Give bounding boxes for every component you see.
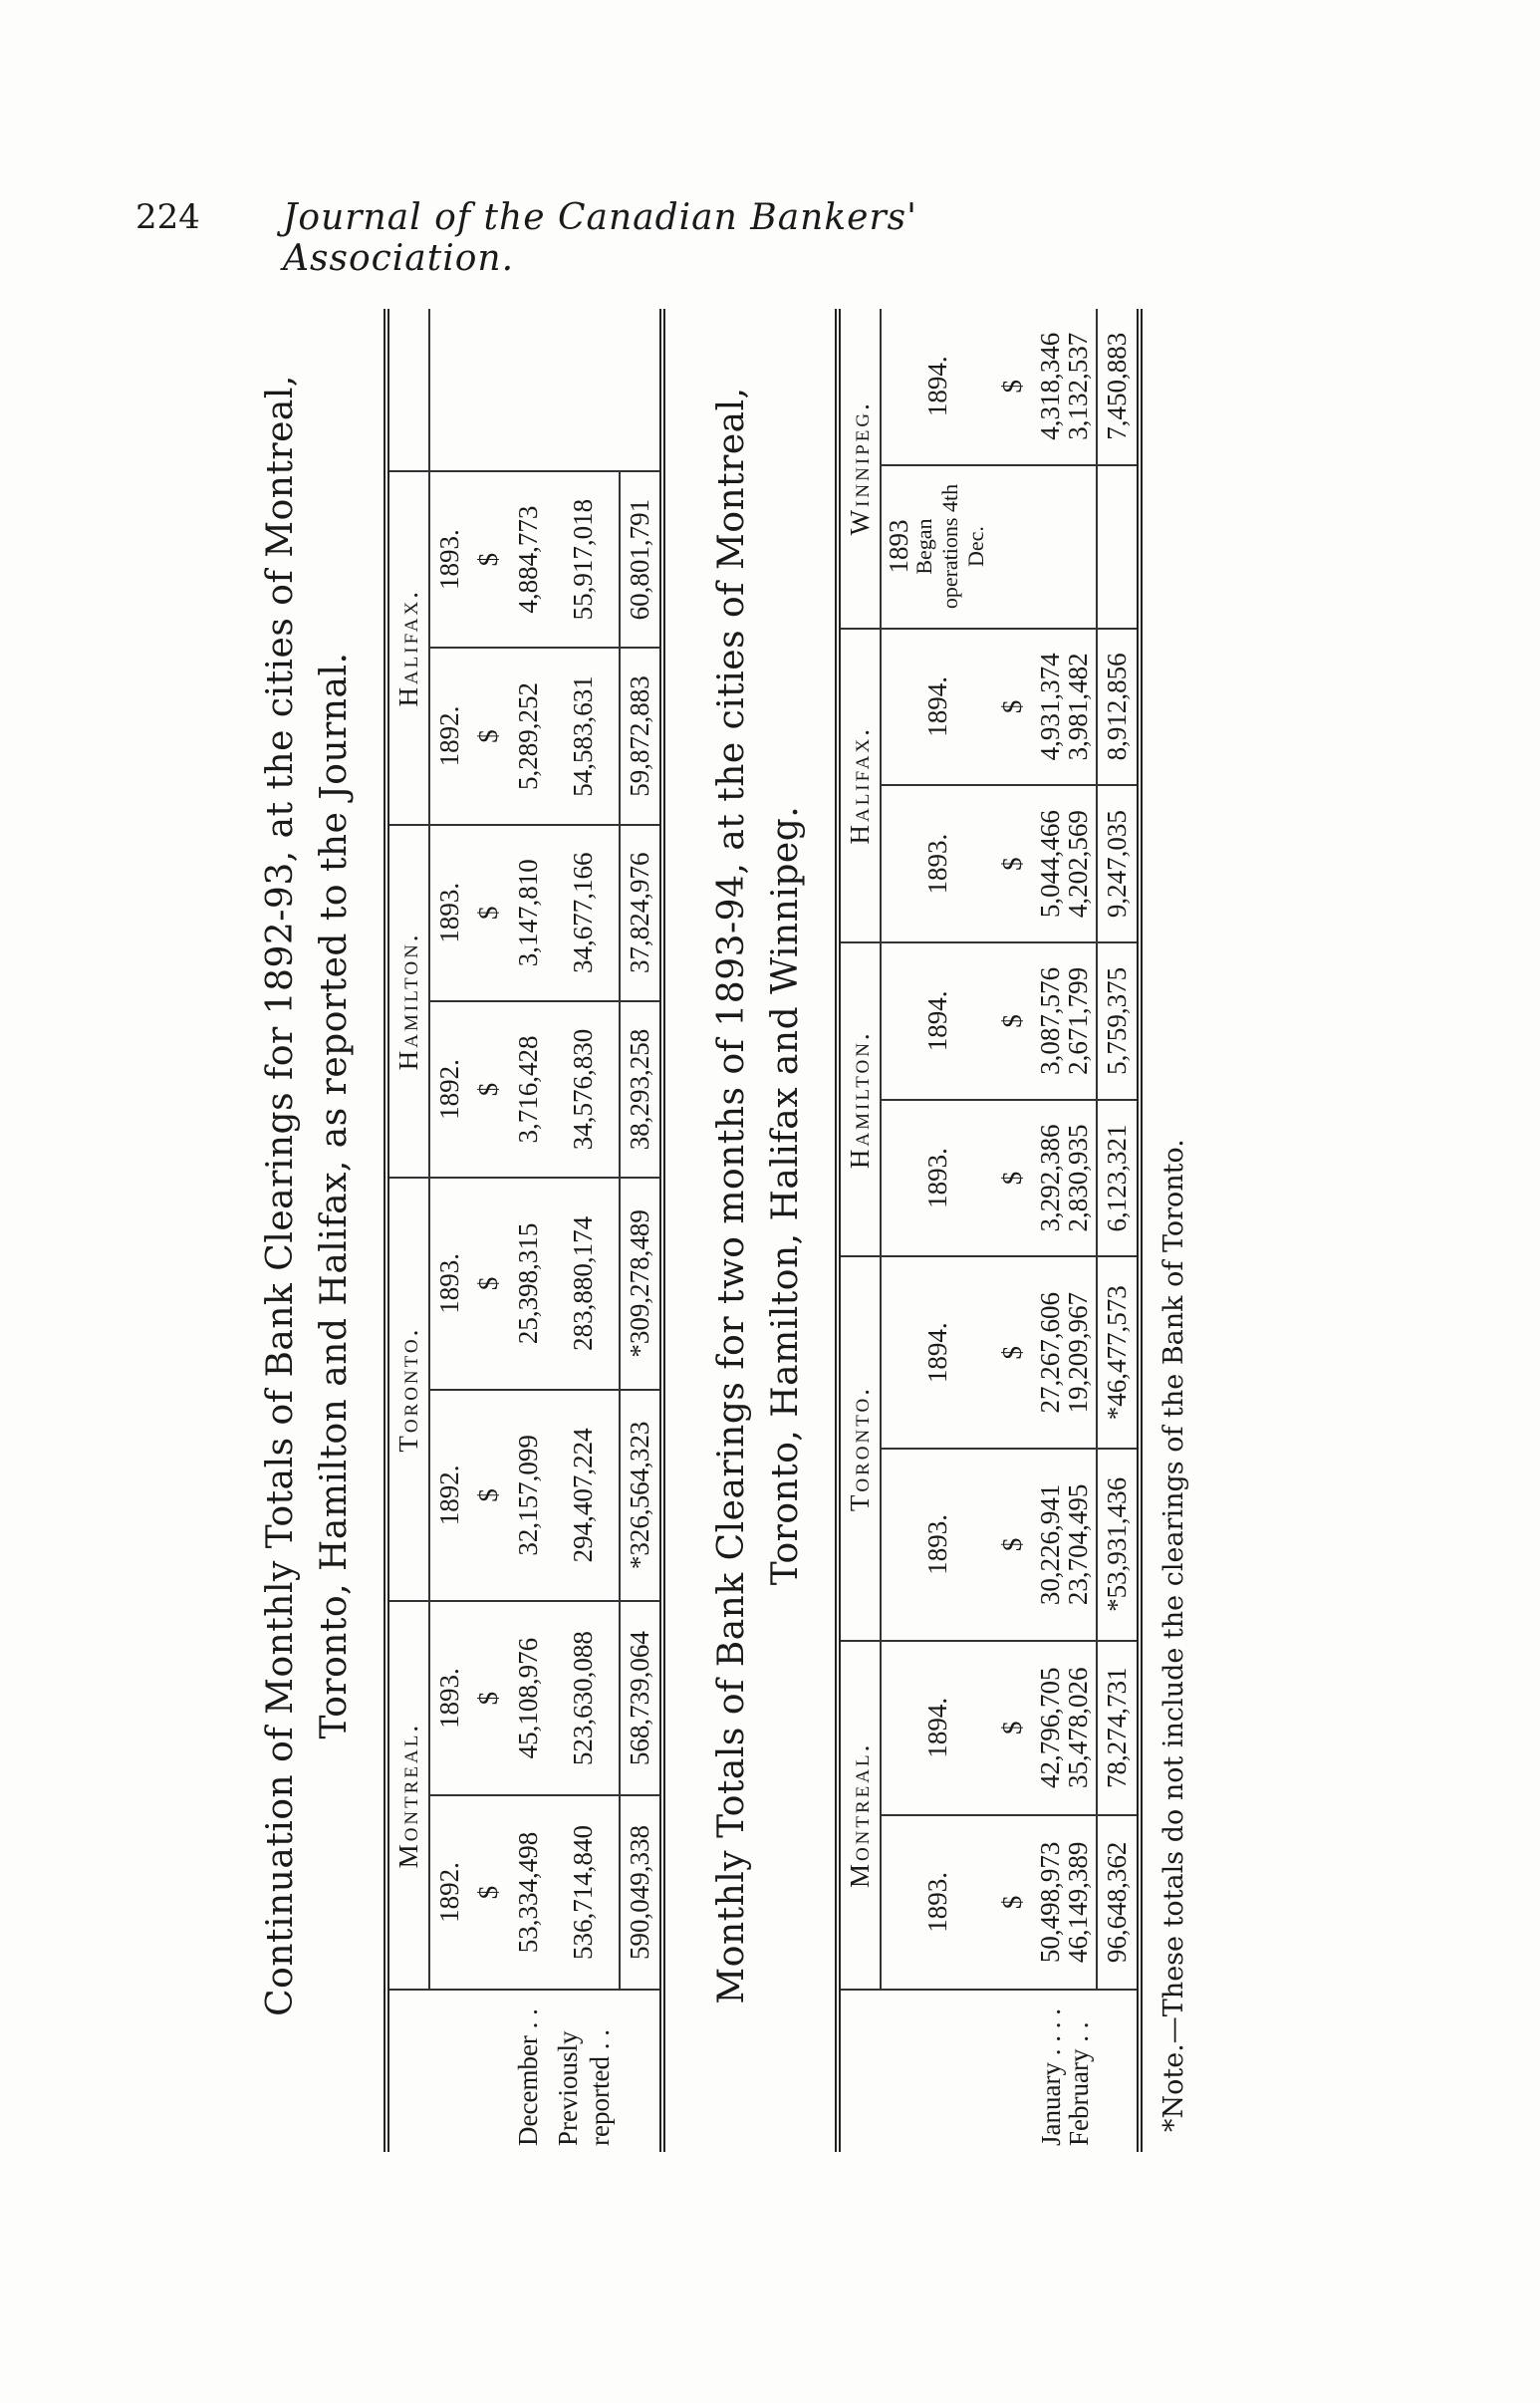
feb-value: 19,209,967 bbox=[1063, 1291, 1093, 1414]
table-row bbox=[548, 309, 620, 2152]
jan-value: 42,796,705 bbox=[1035, 1667, 1065, 1788]
year-header: 1893. bbox=[429, 825, 469, 1001]
table-cell bbox=[1032, 1449, 1097, 1641]
table-cell bbox=[1032, 1641, 1097, 1815]
total-cell: 6,123,321 bbox=[1097, 1100, 1140, 1257]
year-header: 1894. bbox=[881, 309, 993, 465]
table1-blank-col bbox=[469, 309, 508, 471]
table-cell: 34,677,166 bbox=[548, 825, 620, 1001]
currency-sign: $ bbox=[469, 1795, 508, 1990]
table-cell: 55,917,018 bbox=[548, 471, 620, 648]
table1-blank-col bbox=[508, 309, 548, 471]
row-label-january: January . . . . bbox=[1035, 2008, 1066, 2146]
table1-title-line2: Toronto, Hamilton and Halifax, as reported to the Journal. bbox=[314, 652, 355, 1739]
jan-value: 27,267,606 bbox=[1035, 1291, 1065, 1414]
year-header: 1892. bbox=[429, 1795, 469, 1990]
table-cell bbox=[1032, 1256, 1097, 1449]
table1-corner bbox=[386, 1990, 429, 2152]
table-cell: 45,108,976 bbox=[508, 1601, 548, 1795]
table-cell: 4,884,773 bbox=[508, 471, 548, 648]
currency-sign: $ bbox=[993, 629, 1032, 786]
year-header: 1894. bbox=[881, 942, 993, 1100]
table-cell bbox=[1032, 1100, 1097, 1257]
total-cell: 37,824,976 bbox=[620, 825, 662, 1001]
feb-value: 46,149,389 bbox=[1063, 1841, 1093, 1964]
row-label: December . . bbox=[513, 2008, 543, 2146]
feb-value: 2,671,799 bbox=[1063, 966, 1093, 1075]
table2-title bbox=[705, 199, 813, 2192]
total-cell: 8,912,856 bbox=[1097, 629, 1140, 786]
currency-sign: $ bbox=[469, 1001, 508, 1178]
table1-blank-col bbox=[429, 309, 469, 471]
feb-value: 35,478,026 bbox=[1063, 1667, 1093, 1788]
total-cell: *53,931,436 bbox=[1097, 1449, 1140, 1641]
table2-title-line2: Toronto, Hamilton, Halifax and Winnipeg. bbox=[765, 805, 806, 1586]
table-cell bbox=[1032, 309, 1097, 465]
jan-value: 4,318,346 bbox=[1035, 332, 1065, 440]
jan-value: 5,044,466 bbox=[1035, 810, 1065, 919]
table-cell: 25,398,315 bbox=[508, 1178, 548, 1390]
jan-value: 50,498,973 bbox=[1035, 1841, 1065, 1964]
currency-sign: $ bbox=[469, 471, 508, 648]
year-header: 1893. bbox=[881, 785, 993, 942]
table1-city-montreal: Montreal. bbox=[386, 1601, 429, 1990]
table-cell: 3,147,810 bbox=[508, 825, 548, 1001]
table2-city-hamilton: Hamilton. bbox=[838, 942, 881, 1256]
table-total-row bbox=[1097, 309, 1140, 2152]
currency-sign: $ bbox=[993, 1100, 1032, 1257]
year-header: 1894. bbox=[881, 1256, 993, 1449]
table1-blank-col bbox=[548, 309, 620, 471]
feb-value: 3,132,537 bbox=[1063, 332, 1093, 440]
total-cell: 9,247,035 bbox=[1097, 785, 1140, 942]
table-cell: 536,714,840 bbox=[548, 1795, 620, 1990]
winnipeg-1893-header bbox=[881, 465, 993, 629]
table-cell: 32,157,099 bbox=[508, 1390, 548, 1602]
currency-sign: $ bbox=[469, 648, 508, 824]
year-header: 1893. bbox=[429, 471, 469, 648]
year-header: 1892. bbox=[429, 1001, 469, 1178]
table-cell: 523,630,088 bbox=[548, 1601, 620, 1795]
row-label-february: February . . bbox=[1063, 2021, 1094, 2146]
table2-corner-2 bbox=[881, 1990, 993, 2152]
table2-city-montreal: Montreal. bbox=[838, 1641, 881, 1990]
total-cell: 568,739,064 bbox=[620, 1601, 662, 1795]
currency-sign: $ bbox=[469, 1390, 508, 1602]
jan-value: 3,292,386 bbox=[1035, 1124, 1065, 1232]
total-cell: *326,564,323 bbox=[620, 1390, 662, 1602]
total-cell: *46,477,573 bbox=[1097, 1256, 1140, 1449]
table1-corner-3 bbox=[469, 1990, 508, 2152]
currency-sign: $ bbox=[993, 785, 1032, 942]
feb-value: 4,202,569 bbox=[1063, 810, 1093, 919]
table-cell: 294,407,224 bbox=[548, 1390, 620, 1602]
table1-city-hamilton: Hamilton. bbox=[386, 825, 429, 1179]
footnote: *Note.—These totals do not include the clearings of the Bank of Toronto. bbox=[1158, 1139, 1189, 2132]
feb-value: 23,704,495 bbox=[1063, 1483, 1093, 1606]
table-total-row bbox=[620, 309, 662, 2152]
table1-blank-col bbox=[620, 309, 662, 471]
currency-sign: $ bbox=[993, 942, 1032, 1100]
total-cell: *309,278,489 bbox=[620, 1178, 662, 1390]
currency-sign: $ bbox=[469, 1178, 508, 1390]
currency-sign: $ bbox=[469, 1601, 508, 1795]
table2-corner-3 bbox=[993, 1990, 1032, 2152]
total-cell: 78,274,731 bbox=[1097, 1641, 1140, 1815]
year-header: 1892. bbox=[429, 1390, 469, 1602]
page-number: 224 bbox=[135, 197, 200, 237]
table2-city-halifax: Halifax. bbox=[838, 629, 881, 942]
feb-value: 2,830,935 bbox=[1063, 1124, 1093, 1232]
currency-sign: $ bbox=[469, 825, 508, 1001]
table-cell: 5,289,252 bbox=[508, 648, 548, 824]
journal-title: Journal of the Canadian Bankers' Association. bbox=[283, 197, 918, 279]
total-label bbox=[1097, 1990, 1140, 2152]
year-header: 1892. bbox=[429, 648, 469, 824]
table1-title-line1: Continuation of Monthly Totals of Bank Clearings for 1892-93, at the cities of Montreal, bbox=[260, 375, 301, 2016]
currency-sign: $ bbox=[993, 1815, 1032, 1990]
winnipeg-1893-empty bbox=[993, 465, 1032, 629]
table1-blank-col bbox=[386, 309, 429, 471]
total-cell: 96,648,362 bbox=[1097, 1815, 1140, 1990]
year-header: 1893. bbox=[429, 1601, 469, 1795]
table2-corner bbox=[838, 1990, 881, 2152]
year-header: 1894. bbox=[881, 1641, 993, 1815]
table2-city-toronto: Toronto. bbox=[838, 1256, 881, 1640]
table-cell bbox=[1032, 785, 1097, 942]
currency-sign: $ bbox=[993, 1449, 1032, 1641]
year-header: 1893. bbox=[881, 1815, 993, 1990]
table-row bbox=[508, 309, 548, 2152]
total-cell: 60,801,791 bbox=[620, 471, 662, 648]
table1-city-halifax: Halifax. bbox=[386, 471, 429, 825]
total-cell: 590,049,338 bbox=[620, 1795, 662, 1990]
table-cell: 3,716,428 bbox=[508, 1001, 548, 1178]
table1-corner-2 bbox=[429, 1990, 469, 2152]
jan-value: 4,931,374 bbox=[1035, 653, 1065, 761]
table-cell bbox=[1032, 942, 1097, 1100]
table-cell: 283,880,174 bbox=[548, 1178, 620, 1390]
winnipeg-1893-year: 1893 bbox=[884, 519, 913, 574]
winnipeg-note: Began operations 4th Dec. bbox=[911, 483, 988, 610]
total-cell: 59,872,883 bbox=[620, 648, 662, 824]
year-header: 1894. bbox=[881, 629, 993, 786]
table2 bbox=[835, 309, 1143, 2152]
total-cell: 5,759,375 bbox=[1097, 942, 1140, 1100]
table-cell: 54,583,631 bbox=[548, 648, 620, 824]
total-cell: 38,293,258 bbox=[620, 1001, 662, 1178]
table1-title bbox=[254, 199, 362, 2192]
rotated-content bbox=[234, 199, 1380, 2192]
row-labels bbox=[1032, 1990, 1097, 2152]
table2-city-winnipeg: Winnipeg. bbox=[838, 309, 881, 629]
feb-value: 3,981,482 bbox=[1063, 653, 1093, 761]
currency-sign: $ bbox=[993, 1256, 1032, 1449]
winnipeg-1893-empty bbox=[1097, 465, 1140, 629]
year-header: 1893. bbox=[429, 1178, 469, 1390]
total-label bbox=[620, 1990, 662, 2152]
year-header: 1893. bbox=[881, 1100, 993, 1257]
table1-city-toronto: Toronto. bbox=[386, 1178, 429, 1601]
jan-value: 30,226,941 bbox=[1035, 1483, 1065, 1606]
currency-sign: $ bbox=[993, 1641, 1032, 1815]
table-cell bbox=[1032, 629, 1097, 786]
year-header: 1893. bbox=[881, 1449, 993, 1641]
table2-title-line1: Monthly Totals of Bank Clearings for two months of 1893-94, at the cities of Montreal, bbox=[711, 387, 752, 2004]
currency-sign: $ bbox=[993, 309, 1032, 465]
table-cell: 53,334,498 bbox=[508, 1795, 548, 1990]
table1 bbox=[384, 309, 665, 2152]
winnipeg-1893-empty bbox=[1032, 465, 1097, 629]
jan-value: 3,087,576 bbox=[1035, 966, 1065, 1075]
total-cell: 7,450,883 bbox=[1097, 309, 1140, 465]
row-label: Previously reported . . bbox=[553, 2029, 615, 2146]
table-cell bbox=[1032, 1815, 1097, 1990]
table-cell: 34,576,830 bbox=[548, 1001, 620, 1178]
table-row bbox=[1032, 309, 1097, 2152]
